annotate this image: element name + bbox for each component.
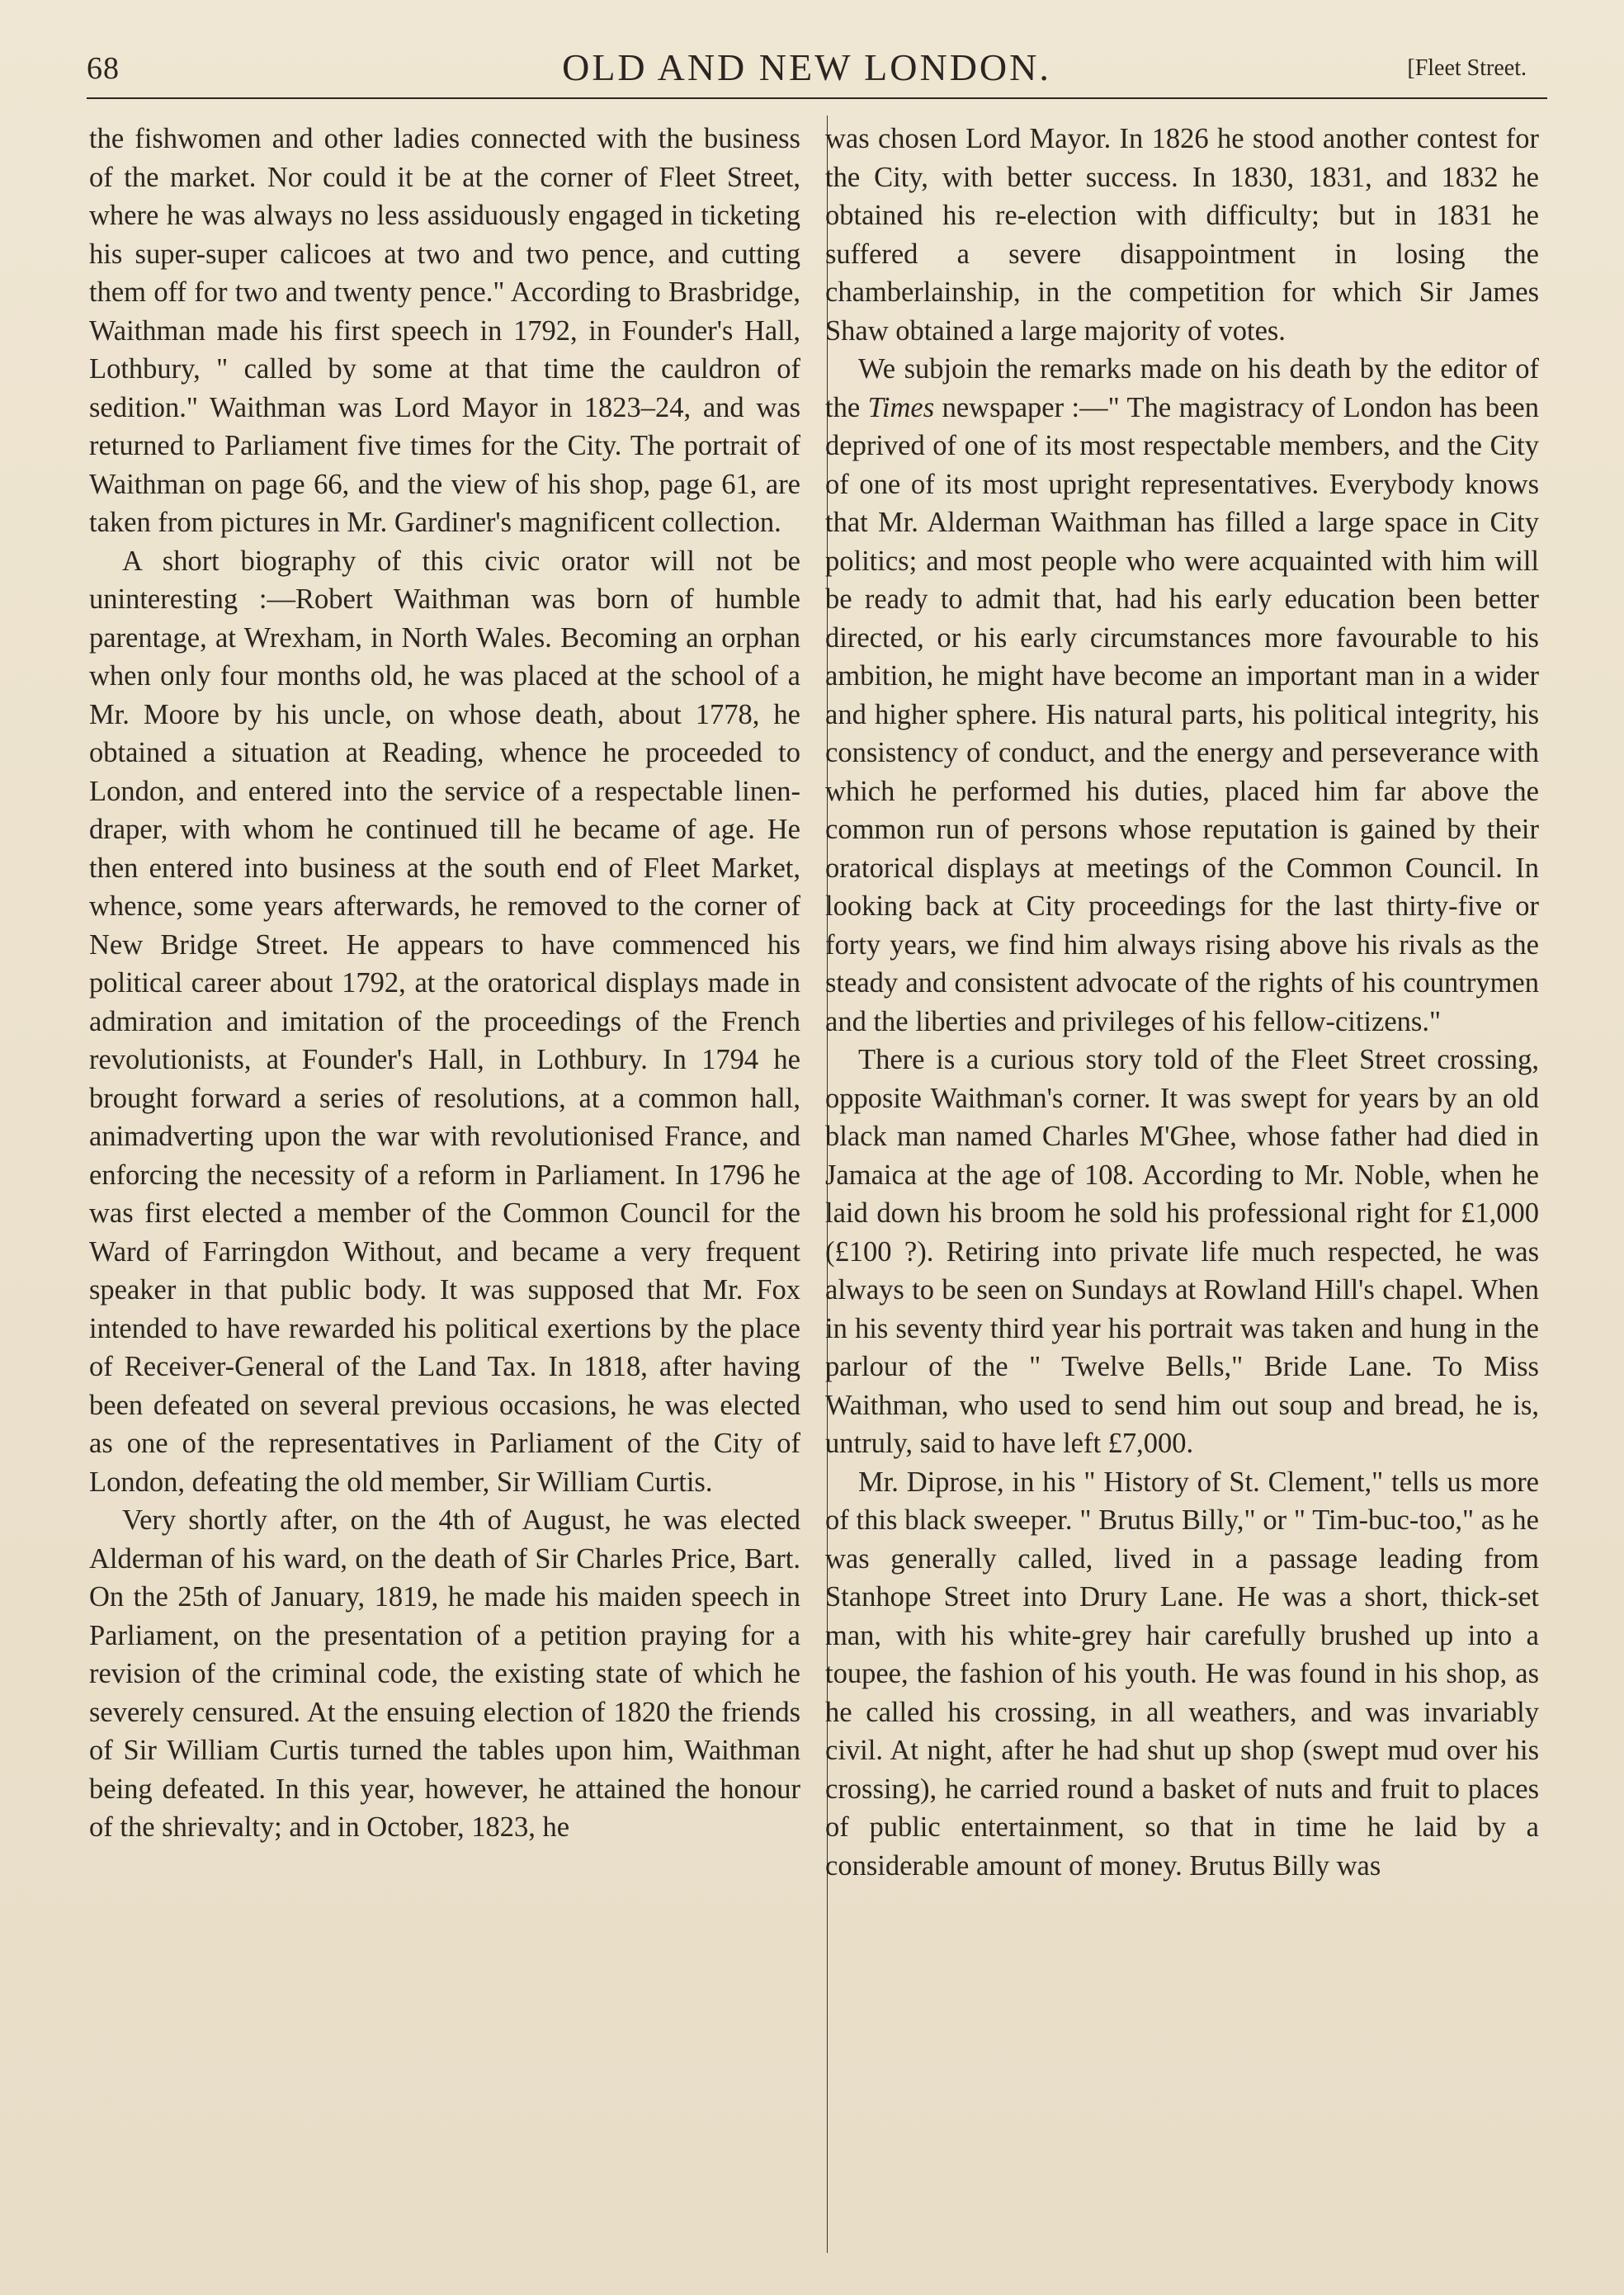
page-number: 68 bbox=[87, 51, 120, 86]
section-tag: [Fleet Street. bbox=[1407, 55, 1527, 81]
newspaper-title: Times bbox=[867, 391, 935, 423]
running-title: OLD AND NEW LONDON. bbox=[562, 46, 1051, 88]
header-rule bbox=[87, 97, 1547, 99]
left-column bbox=[89, 120, 800, 1847]
paragraph-text: newspaper :—" The magistracy of London has been deprived of one of its most respectable members, and the City of one of its most upright representatives. Everybody knows that Mr. Alderman Waithman has filled a large space in City politics; and most people who were acquainted with him will be ready to admit that, had his early education been better directed, or his early circumstances more favourable to his ambition, he might have become an important man in a wider and higher sphere. His natural parts, his political integrity, his consistency of conduct, and the energy and perseverance with which he performed his duties, placed him far above the common run of persons whose reputation is gained by their oratorical displays at meetings of the Common Council. In looking back at City proceedings for the last thirty-five or forty years, we find him always rising above his rivals as the steady and consistent advocate of the rights of his countrymen and the liberties and privileges of his fellow-citizens." bbox=[825, 391, 1539, 1037]
right-column bbox=[825, 120, 1539, 1885]
paragraph: Very shortly after, on the 4th of August, he was elected Alderman of his ward, on the death of Sir Charles Price, Bart. On the 25th of January, 1819, he made his maiden speech in Parliament, on the presentation of a petition praying for a revision of the criminal code, the existing state of which he severely censured. At the ensuing election of 1820 the friends of Sir William Curtis turned the tables upon him, Waithman being defeated. In this year, however, he attained the honour of the shrievalty; and in October, 1823, he bbox=[89, 1504, 800, 1843]
paragraph-text: We subjoin the remarks made on his death by the editor of the bbox=[825, 353, 1539, 423]
paragraph: was chosen Lord Mayor. In 1826 he stood another contest for the City, with better success. In 1830, 1831, and 1832 he obtained his re-election with difficulty; but in 1831 he suffered a severe disappointment in losing the chamberlainship, in the competition for which Sir James Shaw obtained a large majority of votes. bbox=[825, 123, 1539, 347]
paragraph: There is a curious story told of the Fleet Street crossing, opposite Waithman's corner. It was swept for years by an old black man named Charles M'Ghee, whose father had died in Jamaica at the age of 108. According to Mr. Noble, when he laid down his broom he sold his professional right for £1,000 (£100 ?). Retiring into private life much respected, he was always to be seen on Sundays at Rowland Hill's chapel. When in his seventy third year his portrait was taken and hung in the parlour of the " Twelve Bells," Bride Lane. To Miss Waithman, who used to send him out soup and bread, he is, untruly, said to have left £7,000. bbox=[825, 1044, 1539, 1459]
paragraph bbox=[825, 350, 1539, 1041]
page-header bbox=[87, 45, 1527, 95]
paragraph: Mr. Diprose, in his " History of St. Clement," tells us more of this black sweeper. " Brutus Billy," or " Tim-buc-too," as he was generally called, lived in a passage leading from Stanhope Street into Drury Lane. He was a short, thick-set man, with his white-grey hair carefully brushed up into a toupee, the fashion of his youth. He was found in his shop, as he called his crossing, in all weathers, and was invariably civil. At night, after he had shut up shop (swept mud over his crossing), he carried round a basket of nuts and fruit to places of public entertainment, so that in time he laid by a considerable amount of money. Brutus Billy was bbox=[825, 1466, 1539, 1882]
paragraph: A short biography of this civic orator will not be uninteresting :—Robert Waithman was born of humble parentage, at Wrexham, in North Wales. Becoming an orphan when only four months old, he was placed at the school of a Mr. Moore by his uncle, on whose death, about 1778, he obtained a situation at Reading, whence he proceeded to London, and entered into the service of a respectable linen-draper, with whom he continued till he became of age. He then entered into business at the south end of Fleet Market, whence, some years afterwards, he removed to the corner of New Bridge Street. He appears to have commenced his political career about 1792, at the oratorical displays made in admiration and imitation of the proceedings of the French revolutionists, at Founder's Hall, in Lothbury. In 1794 he brought forward a series of resolutions, at a common hall, animadverting upon the war with revolutionised France, and enforcing the necessity of a reform in Parliament. In 1796 he was first elected a member of the Common Council for the Ward of Farringdon Without, and became a very frequent speaker in that public body. It was supposed that Mr. Fox intended to have rewarded his political exertions by the place of Receiver-General of the Land Tax. In 1818, after having been defeated on several previous occasions, he was elected as one of the representatives in Parliament of the City of London, defeating the old member, Sir William Curtis. bbox=[89, 545, 800, 1498]
paragraph: the fishwomen and other ladies connected with the business of the market. Nor could it be at the corner of Fleet Street, where he was always no less assiduously engaged in ticketing his super-super calicoes at two and two pence, and cutting them off for two and twenty pence." According to Brasbridge, Waithman made his first speech in 1792, in Founder's Hall, Lothbury, " called by some at that time the cauldron of sedition." Waithman was Lord Mayor in 1823–24, and was returned to Parliament five times for the City. The portrait of Waithman on page 66, and the view of his shop, page 61, are taken from pictures in Mr. Gardiner's magnificent collection. bbox=[89, 123, 800, 538]
